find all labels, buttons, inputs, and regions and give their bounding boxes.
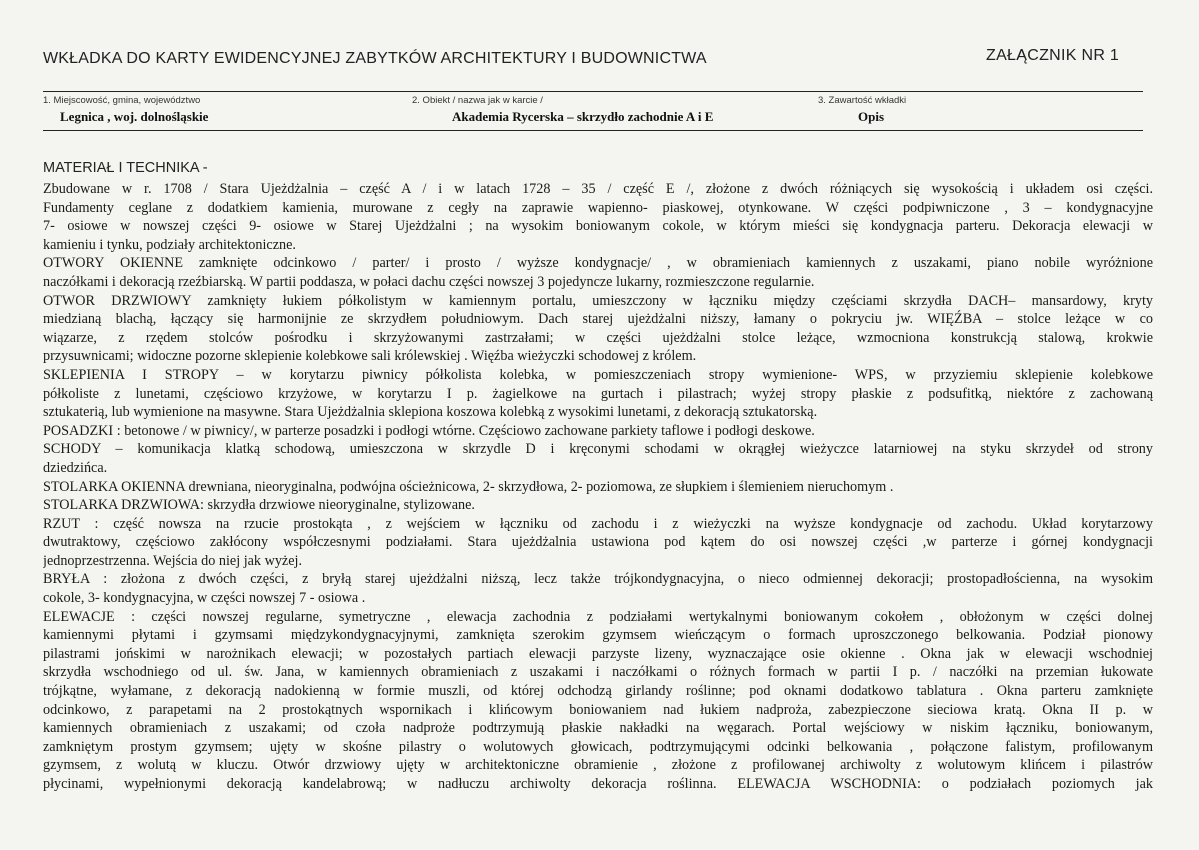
text-line: jednoprzestrzenna. Wejścia do niej jak wyżej. <box>43 552 302 569</box>
text-line: trójkątne, wyłamane, z dekoracją nadokienną w formie muszli, od której odchodzą girlandy roślinne; pod oknami dodatkowo tablatura . Okna parteru zamknięte <box>43 683 1153 700</box>
text-line: naczółkami i dekoracją rzeźbiarską. W partii poddasza, w połaci dachu części nowszej 3 pojedyncze lukarny, rozmieszczone regularnie. <box>43 273 815 290</box>
description-body <box>43 180 1153 794</box>
field-value-object: Akademia Rycerska – skrzydło zachodnie A i E <box>452 109 714 124</box>
text-line: POSADZKI : betonowe / w piwnicy/, w parterze posadzki i podłogi wtórne. Częściowo zachowane parkiety taflowe i podłogi deskowe. <box>43 422 815 439</box>
text-line: STOLARKA OKIENNA drewniana, nieoryginalna, podwójna ościeżnicowa, 2- skrzydłowa, 2- poziomowa, ze słupkiem i ślemieniem nieruchomym . <box>43 478 894 495</box>
text-line: kamiennymi płytami i gzymsami międzykondygnacyjnymi, zamknięta szerokim gzymsem wieńczącym o formach uproszczonego belkowania. Podział pionowy <box>43 627 1153 644</box>
text-line: płycinami, wypełnionymi dekoracją kandelabrową; w nadłuczu archiwolty dekoracja roślinna. ELEWACJA WSCHODNIA: o podziałach poziomych jak <box>43 776 1153 792</box>
text-line: SCHODY – komunikacja klatką schodową, umieszczona w skrzydle D i kręconymi schodami w okrągłej wieżyczce latarniowej na styku skrzydeł od strony <box>43 441 1153 458</box>
text-line: półkoliste z lunetami, częściowo krzyżowe, w korytarzu I p. żagielkowe na gurtach i pilastrach; wyżej stropy płaskie z podsufitką, niektóre z zachowaną <box>43 385 1153 402</box>
text-line: cokole, 3- kondygnacyjna, w części nowszej 7 - osiowa . <box>43 590 366 607</box>
text-line: wiązarze, z rzędem stolców pośrodku i skrzyżowanymi zastrzałami; w części ujeżdżalni stolce leżące, wzmocniona konstrukcją stalową, krokwie <box>43 329 1153 346</box>
text-line: przysuwnicami; widoczne pozorne sklepienie kolebkowe sali królewskiej . Więźba wieżyczki schodowej z królem. <box>43 348 697 365</box>
document-title: WKŁADKA DO KARTY EWIDENCYJNEJ ZABYTKÓW ARCHITEKTURY I BUDOWNICTWA <box>43 50 707 67</box>
text-line: miedzianą blachą, łączący się harmonijnie ze skrzydłem południowym. Dach starej ujeżdżalni niższy, łamany o pokryciu jw. WIĘŹBA – stolce leżące w co <box>43 311 1153 328</box>
field-label-contents: 3. Zawartość wkładki <box>818 95 907 106</box>
text-line: SKLEPIENIA I STROPY – w korytarzu piwnicy półkolista kolebka, w pomieszczeniach stropy wymienione- WPS, w przyziemiu sklepienie kolebkowe <box>43 366 1153 383</box>
field-label-object: 2. Obiekt / nazwa jak w karcie / <box>412 95 543 106</box>
text-line: pilastrami jońskimi w narożnikach elewacji; w pozostałych partiach elewacji parzyste lizeny, wyznaczające osie okienne . Okna jak w elewacji wschodniej <box>43 645 1153 662</box>
text-line: dwutraktowy, częściowo zakłócony współczesnymi podziałami. Stara ujeżdżalnia ustawiona pod kątem do osi nowszej części ,w parterze i górnej kondygnacji <box>43 534 1153 551</box>
text-line: gzymsem, z wolutą w kluczu. Otwór drzwiowy ujęty w architektoniczne obramienie , złożone z profilowanej archiwolty z wolutowym klińcem i pilastrów <box>43 757 1153 774</box>
text-line: BRYŁA : złożona z dwóch części, z bryłą starej ujeżdżalni niższą, lecz także trójkondygnacyjna, o nieco odmiennej dekoracji; prostopadłościenna, na wysokim <box>43 571 1153 588</box>
text-line: 7- osiowe w nowszej części 9- osiowe w Starej Ujeżdżalni ; na wysokim boniowanym cokole, w którym mieści się kondygnacja parteru. Dekoracja elewacji w <box>43 218 1153 235</box>
section-title: MATERIAŁ I TECHNIKA - <box>43 160 208 176</box>
annex-number: ZAŁĄCZNIK NR 1 <box>986 47 1120 64</box>
text-line: sztukaterią, lub wymienione na masywne. Stara Ujeżdżalnia sklepiona koszowa kolebką z wysokimi lunetami, z dekoracją sztukatorską. <box>43 404 818 421</box>
text-line: zamkniętym prostym gzymsem; ujęty w skośne pilastry o wolutowych głowicach, podtrzymującymi odcinki belkowania , połączone falistym, profilowanym <box>43 738 1153 755</box>
text-line: dziedzińca. <box>43 459 108 476</box>
text-line: STOLARKA DRZWIOWA: skrzydła drzwiowe nieoryginalne, stylizowane. <box>43 497 475 514</box>
text-line: OTWORY OKIENNE zamknięte odcinkowo / parter/ i prosto / wyższe kondygnacje/ , w obramieniach kamiennych z uszakami, piano nobile wyróżnione <box>43 255 1153 272</box>
text-line: ELEWACJE : części nowszej regularne, symetryczne , elewacja zachodnia z podziałami wertykalnymi boniowanym cokołem , obłożonym w części dolnej <box>43 608 1153 625</box>
field-value-location: Legnica , woj. dolnośląskie <box>60 109 209 124</box>
field-label-location: 1. Miejscowość, gmina, województwo <box>43 95 201 106</box>
text-line: Zbudowane w r. 1708 / Stara Ujeżdżalnia – część A / i w latach 1728 – 35 / część E /, złożone z dwóch różniących się wysokością i układem osi części. <box>43 181 1153 197</box>
text-line: Fundamenty ceglane z dodatkiem kamienia, murowane z cegły na zaprawie wapienno- piaskowej, otynkowane. W części podpiwniczone , 3 – kondygnacyjne <box>43 199 1153 216</box>
text-line: odcinkowo, z parapetami na 2 prostokątnych wspornikach i klińcowym boniowaniem nad łukiem nadproża, zabezpieczone sieciowa kratą. Okna II p. w <box>43 701 1153 718</box>
header-rule-bottom <box>43 130 1143 131</box>
text-line: kamiennych obramieniach z uszakami; od czoła nadproże podtrzymują płaskie nakładki na węgarach. Portal wejściowy w niskim łączniku, boniowanym, <box>43 720 1153 737</box>
header-rule-top <box>43 91 1143 92</box>
text-line: RZUT : część nowsza na rzucie prostokąta , z wejściem w łączniku od zachodu i z wieżyczki na wyższe kondygnacje od zachodu. Układ korytarzowy <box>43 515 1153 532</box>
field-value-contents: Opis <box>858 109 885 124</box>
text-line: OTWOR DRZWIOWY zamknięty łukiem półkolistym w kamiennym portalu, umieszczony w łączniku między częściami skrzydła DACH– mansardowy, kryty <box>43 292 1153 309</box>
text-line: skrzydła wschodniego od ul. św. Jana, w kamiennych obramieniach z uszakami i naczółkami o różnych formach w partii I p. / naczółki na przemian łukowate <box>43 664 1153 681</box>
text-line: kamieniu i tynku, podziały architektoniczne. <box>43 236 296 253</box>
